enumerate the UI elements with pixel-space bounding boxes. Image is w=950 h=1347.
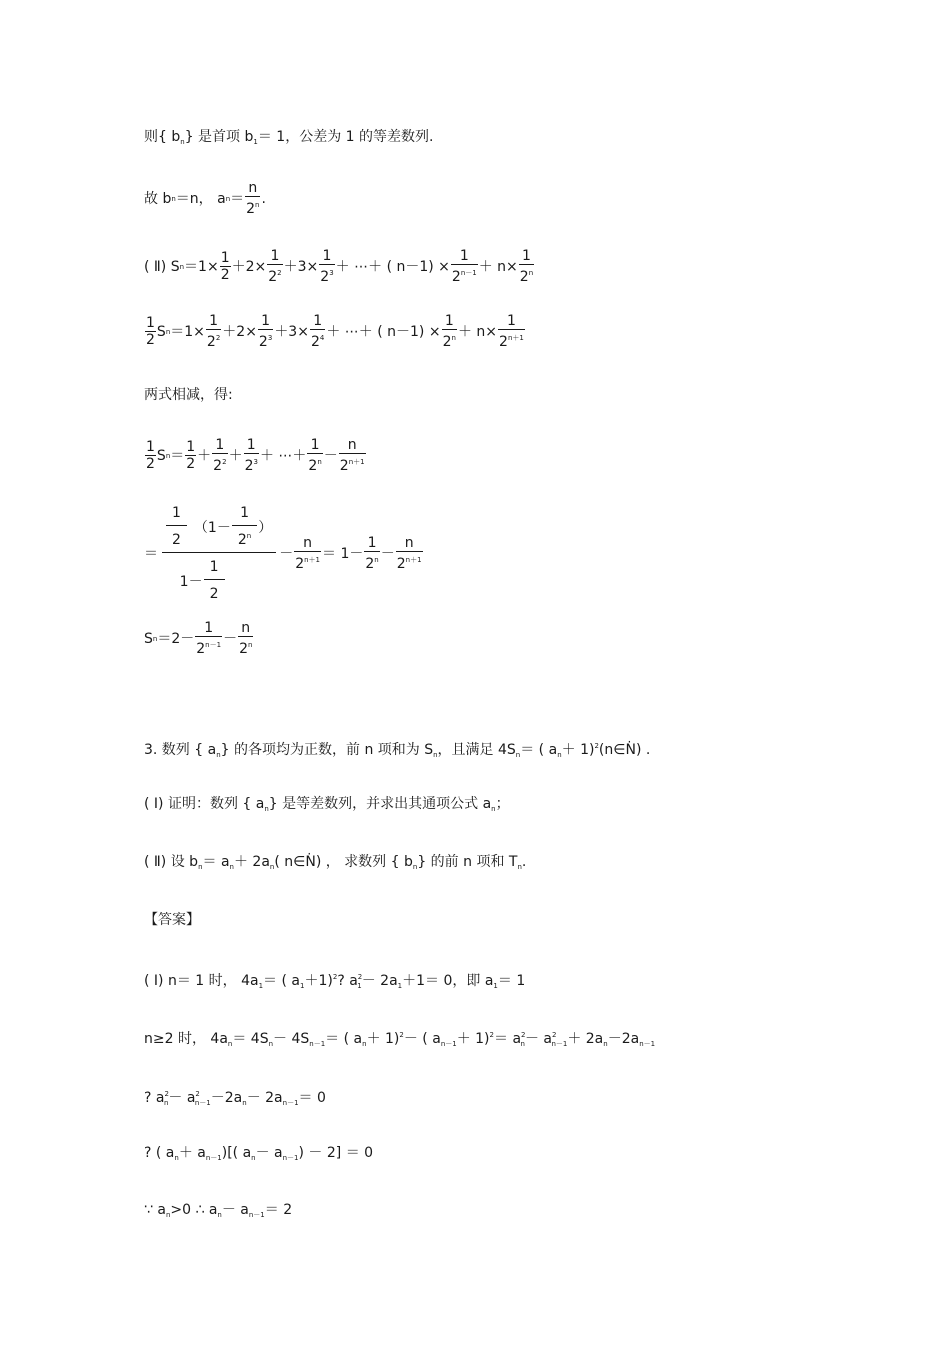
text: ＝ 1	[497, 973, 526, 989]
numerator: 1	[209, 313, 219, 329]
text: ＋ a	[178, 1145, 206, 1161]
text: 故 b	[144, 190, 172, 207]
subscript: 1	[397, 982, 403, 990]
text: S	[156, 323, 166, 340]
superscript: n－1	[460, 269, 477, 277]
fraction	[232, 505, 257, 548]
numerator: 1	[367, 535, 377, 551]
text: － 2a	[361, 973, 398, 989]
text: ＝ ( a	[263, 973, 300, 989]
subscript: n	[269, 863, 275, 871]
numerator: 1	[240, 505, 249, 521]
denominator	[232, 525, 257, 548]
den-base: 2	[258, 334, 268, 350]
numerator: n	[241, 620, 251, 636]
den-base: 2	[442, 334, 452, 350]
text: －2a	[607, 1031, 640, 1047]
text: ＋ 2a	[233, 854, 270, 870]
numerator: 1	[215, 437, 225, 453]
denominator	[162, 552, 276, 602]
text: ? a	[337, 973, 358, 989]
text: ＝ a	[494, 1031, 522, 1047]
numerator: 1	[246, 437, 256, 453]
text: ( Ⅰ) n＝ 1 时， 4a	[144, 973, 259, 989]
fraction	[267, 248, 282, 285]
subscript: n－1	[551, 1040, 568, 1048]
subscript: n	[515, 751, 521, 759]
text: ＋ 1)	[456, 1031, 490, 1047]
subscript: n	[362, 1040, 367, 1048]
subscript: n－1	[282, 1099, 299, 1107]
superscript: 2	[222, 458, 227, 466]
text: ＝ a	[202, 854, 230, 870]
den-base: 2	[396, 556, 406, 572]
den-base: 2	[295, 556, 305, 572]
superscript: n＋1	[405, 556, 422, 564]
text: ＝	[170, 447, 185, 464]
text: － a	[221, 1202, 249, 1218]
fraction	[396, 535, 423, 572]
superscript: 2	[277, 269, 282, 277]
text: － ( a	[403, 1031, 441, 1047]
denominator	[238, 636, 253, 657]
denominator: 2	[146, 332, 155, 348]
subscript: n	[242, 1099, 247, 1107]
numerator: 1	[313, 313, 323, 329]
text: ＝ 0	[298, 1090, 326, 1106]
text: .	[261, 190, 266, 207]
subscript: n－1	[440, 1040, 457, 1048]
text: －	[380, 545, 395, 562]
den-base: 2	[246, 201, 256, 217]
subscript: n－1	[194, 1099, 211, 1107]
superscript: 3	[253, 458, 258, 466]
text: S	[156, 447, 166, 464]
text: ＝ 1－	[322, 545, 364, 562]
fraction	[319, 248, 334, 285]
subscript: n	[198, 863, 203, 871]
subscript: n	[165, 327, 171, 336]
den-base: 2	[244, 458, 254, 474]
superscript: 2	[594, 742, 599, 750]
subscript: n	[517, 863, 522, 871]
denominator	[244, 453, 259, 474]
numerator: 1	[310, 437, 320, 453]
denominator	[258, 329, 273, 350]
problem-3-statement	[144, 737, 650, 764]
fraction	[244, 437, 259, 474]
subscript: n	[229, 863, 234, 871]
text: )[( a	[221, 1145, 252, 1161]
text: ( Ⅰ) 证明：数列 { a	[144, 796, 265, 812]
denominator	[396, 551, 423, 572]
text: ? a	[144, 1090, 165, 1106]
fraction	[364, 535, 379, 572]
fraction	[519, 248, 534, 285]
subscript: n	[165, 451, 171, 460]
numerator: 1	[146, 439, 155, 455]
den-base: 2	[237, 532, 247, 548]
den-base: 2	[519, 269, 529, 285]
text: ∵ a	[144, 1202, 166, 1218]
text: －	[279, 545, 294, 562]
superscript: n	[255, 201, 260, 209]
subscript: n－1	[205, 1154, 222, 1162]
superscript: n＋1	[348, 458, 365, 466]
text: ＝1×	[170, 323, 205, 340]
numerator: 1	[261, 313, 271, 329]
text: 两式相减，得:	[144, 387, 233, 403]
text: ＝ ( a	[325, 1031, 363, 1047]
subscript: n	[152, 634, 158, 643]
text: －2a	[210, 1090, 243, 1106]
subscript: n	[412, 863, 418, 871]
subscript: n	[603, 1040, 608, 1048]
fraction	[307, 437, 322, 474]
text: －	[223, 630, 238, 647]
text: ＝1×	[184, 258, 219, 275]
fraction	[238, 620, 253, 657]
denominator	[364, 551, 379, 572]
answer-line-2	[144, 1026, 655, 1053]
denominator: 2	[204, 579, 225, 602]
subscript: n－1	[309, 1040, 326, 1048]
fraction	[145, 315, 156, 348]
text: ) － 2] ＝ 0	[298, 1145, 374, 1161]
answer-line-5	[144, 1201, 292, 1224]
text: ＝ 2	[264, 1202, 293, 1218]
text: －	[323, 447, 338, 464]
text: 3. 数列 { a	[144, 742, 217, 758]
fraction	[145, 439, 156, 472]
text: } 是等差数列，并求出其通项公式 a	[268, 796, 492, 812]
superscript: n	[247, 641, 253, 649]
fraction	[166, 505, 187, 548]
superscript: 2	[332, 973, 338, 981]
text: 1－	[179, 573, 203, 590]
subscript: n－1	[639, 1040, 656, 1048]
subscript: 1	[357, 982, 362, 990]
superscript: 2	[489, 1031, 494, 1039]
solution-line-7	[144, 505, 424, 602]
denominator	[212, 453, 227, 474]
text: ＋ 1)	[366, 1031, 400, 1047]
denominator	[294, 551, 321, 572]
denominator	[519, 264, 534, 285]
compound-fraction	[159, 505, 278, 602]
den-base: 2	[268, 269, 278, 285]
answer-line-4	[144, 1144, 373, 1167]
text: ＋1)	[304, 973, 333, 989]
superscript: 2	[551, 1031, 557, 1039]
text: ( Ⅱ) 设 b	[144, 854, 199, 870]
subscript: n	[171, 194, 176, 203]
numerator: 1	[172, 505, 181, 521]
subscript: n	[520, 1040, 525, 1048]
fraction	[310, 313, 325, 350]
text: － 4S	[273, 1031, 310, 1047]
subscript: n	[180, 138, 185, 146]
text: .	[521, 854, 527, 870]
denominator: 2	[166, 525, 187, 548]
fraction	[204, 559, 225, 602]
superscript: n－1	[205, 641, 222, 649]
text: ＝	[230, 190, 245, 207]
numerator: 1	[209, 559, 219, 575]
superscript: 2	[521, 1031, 526, 1039]
text: ；	[495, 796, 510, 812]
numerator: 1	[146, 315, 155, 331]
text: ＝ 4S	[232, 1031, 269, 1047]
text: ＋	[228, 447, 243, 464]
denominator	[267, 264, 282, 285]
text: 【答案】	[144, 912, 200, 928]
text: － 2a	[246, 1090, 283, 1106]
superscript: n	[374, 556, 379, 564]
numerator: 1	[204, 620, 214, 636]
subscript: n	[225, 194, 231, 203]
text: （1－	[193, 519, 231, 536]
subscript: n	[264, 805, 269, 813]
den-base: 2	[206, 334, 216, 350]
text: ＝	[144, 545, 158, 562]
subscript: 1	[258, 982, 264, 990]
denominator	[245, 196, 260, 217]
subscript: n	[227, 1040, 233, 1048]
fraction	[339, 437, 366, 474]
text: ) .	[635, 742, 651, 758]
text: ＋ ⋯＋ ( n－1) ×	[335, 258, 450, 275]
den-base: 2	[339, 458, 349, 474]
superscript: 4	[319, 334, 325, 342]
numerator: n	[248, 180, 258, 196]
numerator: 1	[220, 250, 230, 266]
solution-line-5	[144, 386, 233, 404]
subscript: n	[557, 751, 562, 759]
denominator: 2	[220, 267, 230, 283]
fraction	[220, 250, 231, 283]
text: ＋ n×	[457, 323, 498, 340]
superscript: n	[451, 334, 456, 342]
text: ＋ ⋯＋ ( n－1) ×	[326, 323, 441, 340]
numerator	[159, 505, 278, 552]
superscript: n＋1	[507, 334, 524, 342]
superscript: 3	[329, 269, 334, 277]
text: ＋ 1)	[561, 742, 595, 758]
subscript: n	[251, 1154, 256, 1162]
text: } 的各项均为正数，前 n 项和为 S	[220, 742, 434, 758]
text: ? ( a	[144, 1145, 175, 1161]
problem-3-part-1	[144, 795, 510, 818]
fraction	[498, 313, 525, 350]
subscript: 1	[493, 982, 498, 990]
text: － a	[255, 1145, 283, 1161]
text: ＝n， a	[175, 190, 226, 207]
subscript: n	[165, 1211, 171, 1219]
problem-3-part-2	[144, 853, 526, 876]
text: ( n∈	[274, 854, 306, 870]
text: ）	[258, 519, 273, 536]
answer-heading	[144, 911, 200, 929]
text: ＋2×	[222, 323, 257, 340]
denominator	[310, 329, 325, 350]
fraction	[442, 313, 457, 350]
answer-line-1	[144, 968, 525, 995]
solution-line-1	[144, 128, 433, 151]
superscript: 3	[267, 334, 273, 342]
denominator	[319, 264, 334, 285]
denominator: 2	[146, 456, 155, 472]
text: ＋2×	[231, 258, 267, 275]
text: ＋ ⋯＋	[259, 447, 307, 464]
fraction	[258, 313, 273, 350]
superscript: n＋1	[304, 556, 321, 564]
denominator	[498, 329, 525, 350]
fraction	[212, 437, 227, 474]
subscript: n－1	[248, 1211, 265, 1219]
den-base: 2	[365, 556, 375, 572]
superscript: n	[246, 532, 252, 540]
numerator: 1	[444, 313, 454, 329]
text: ＋ 2a	[567, 1031, 604, 1047]
fraction	[206, 313, 221, 350]
text: S	[144, 630, 153, 647]
subscript: n	[217, 1211, 222, 1219]
denominator	[307, 453, 322, 474]
denominator: 2	[186, 456, 196, 472]
den-base: 2	[196, 641, 206, 657]
subscript: 1	[253, 138, 258, 146]
text: ＋	[197, 447, 212, 464]
numerator: 1	[522, 248, 531, 264]
numerator: 1	[186, 439, 196, 455]
text: ( Ⅱ) S	[144, 258, 180, 275]
text: ) ， 求数列 { b	[315, 854, 413, 870]
subscript: n－1	[282, 1154, 299, 1162]
text: － a	[524, 1031, 552, 1047]
denominator	[442, 329, 457, 350]
subscript: n	[163, 1099, 169, 1107]
subscript: n	[268, 1040, 274, 1048]
solution-line-2	[144, 180, 266, 217]
den-base: 2	[320, 269, 330, 285]
text: n≥2 时， 4a	[144, 1031, 228, 1047]
den-base: 2	[308, 458, 318, 474]
text: (n∈	[598, 742, 626, 758]
answer-line-3	[144, 1085, 326, 1112]
fraction	[245, 180, 260, 217]
text: ＝2－	[157, 630, 195, 647]
den-base: 2	[310, 334, 320, 350]
denominator	[451, 264, 478, 285]
denominator	[339, 453, 366, 474]
natural-numbers-symbol: · N	[305, 854, 315, 870]
text: ＋ n×	[478, 258, 518, 275]
numerator: 1	[322, 248, 332, 264]
superscript: 2	[215, 334, 221, 342]
subscript: n	[216, 751, 221, 759]
fraction	[294, 535, 321, 572]
superscript: 2	[399, 1031, 404, 1039]
superscript: 2	[164, 1090, 169, 1098]
text: ＝ ( a	[520, 742, 558, 758]
fraction	[185, 439, 196, 472]
solution-line-6	[144, 437, 367, 474]
natural-numbers-symbol: · N	[625, 742, 635, 758]
superscript: n	[317, 458, 322, 466]
denominator	[206, 329, 221, 350]
fraction	[195, 620, 222, 657]
solution-line-8	[144, 620, 254, 657]
numerator: n	[347, 437, 357, 453]
text: } 的前 n 项和 T	[417, 854, 518, 870]
numerator: n	[404, 535, 414, 551]
numerator: n	[303, 535, 313, 551]
subscript: n	[174, 1154, 179, 1162]
numerator: 1	[270, 248, 280, 264]
superscript: 2	[195, 1090, 200, 1098]
den-base: 2	[451, 269, 461, 285]
text: 则{ b	[144, 129, 181, 145]
text: － a	[168, 1090, 196, 1106]
superscript: 2	[357, 973, 363, 981]
den-base: 2	[499, 334, 508, 350]
den-base: 2	[239, 641, 248, 657]
solution-line-3	[144, 248, 535, 285]
fraction	[451, 248, 478, 285]
solution-line-4	[144, 313, 526, 350]
text: ，且满足 4S	[437, 742, 516, 758]
text: ＋1＝ 0，即 a	[402, 973, 494, 989]
numerator: 1	[459, 248, 469, 264]
numerator: 1	[506, 313, 516, 329]
text: ＋3×	[274, 323, 309, 340]
text: ＋3×	[283, 258, 319, 275]
text: >0 ∴ a	[170, 1202, 218, 1218]
subscript: n	[433, 751, 438, 759]
denominator	[195, 636, 222, 657]
text: ＝ 1，公差为 1 的等差数列.	[257, 129, 434, 145]
subscript: n	[491, 805, 496, 813]
subscript: 1	[300, 982, 305, 990]
subscript: n	[179, 262, 185, 271]
den-base: 2	[213, 458, 223, 474]
text: } 是首项 b	[184, 129, 254, 145]
superscript: n	[528, 269, 534, 277]
